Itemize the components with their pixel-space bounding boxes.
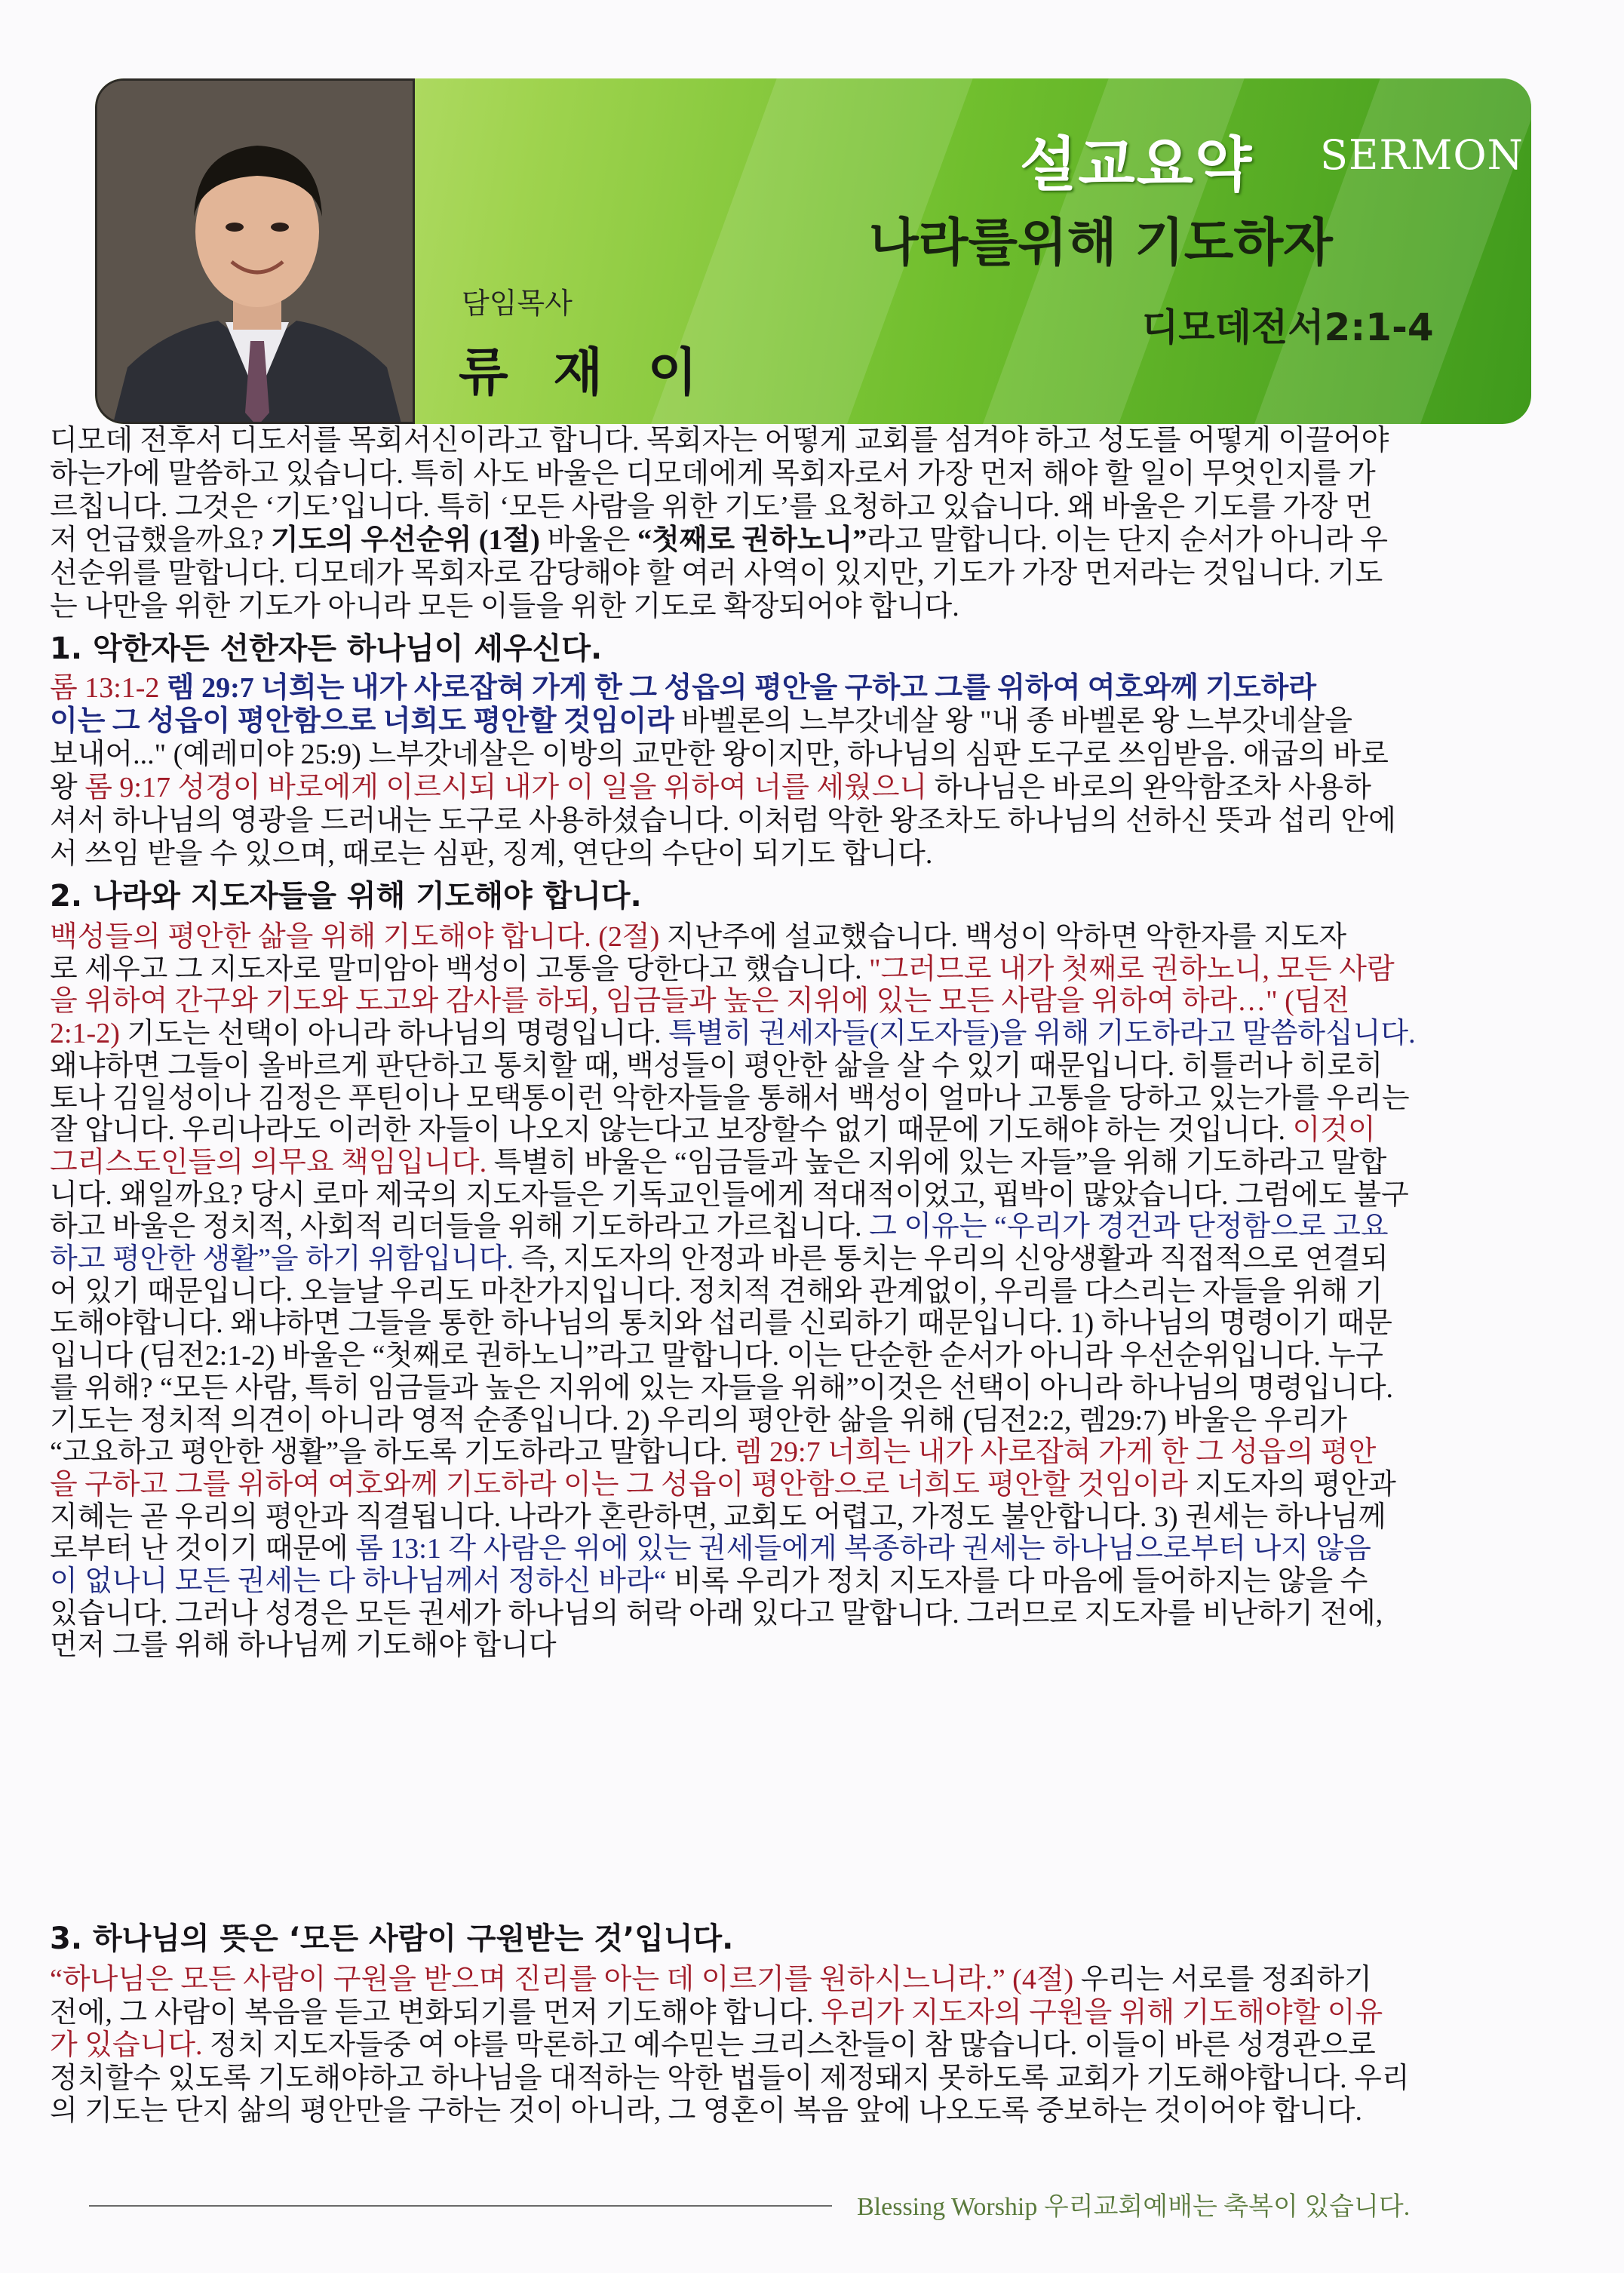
section1-line: [50, 705, 1540, 738]
footer-tagline: Blessing Worship 우리교회예배는 축복이 있습니다.: [857, 2193, 1411, 2221]
section2-line: [50, 1468, 1540, 1501]
text-span: 왕: [50, 772, 85, 803]
section2-line: [50, 1565, 1540, 1598]
section2-line: 있습니다. 그러나 성경은 모든 권세가 하나님의 허락 아래 있다고 말합니다. 그러므로 지도자를 비난하기 전에,: [50, 1597, 1383, 1629]
pastor-photo: [95, 78, 415, 424]
section2-line: 왜냐하면 그들이 올바르게 판단하고 통치할 때, 백성들이 평안한 삶을 살 수 있기 때문입니다. 히틀러나 히로히: [50, 1049, 1383, 1082]
text-span: 우리가 지도자의 구원을 위해 기도해야할 이유: [821, 1996, 1383, 2029]
scripture-reference: 디모데전서2:1-4: [1142, 306, 1434, 349]
section2-line: 입니다 (딤전2:1-2) 바울은 “첫째로 권하노니”라고 말합니다. 이는 단순한 순서가 아니라 우선순위입니다. 누구: [50, 1340, 1383, 1372]
text-span: “고요하고 평안한 생활”을 하도록 기도하라고 말합니다.: [50, 1436, 735, 1469]
text-span: 비록 우리가 정치 지도자를 다 마음에 들어하지는 않을 수: [666, 1565, 1368, 1597]
text-span: 기도는 선택이 아니라 하나님의 명령입니다.: [119, 1018, 669, 1050]
text-span: 롬 9:17 성경이 바로에게 이르시되 내가 이 일을 위하여 너를 세웠으니: [84, 772, 928, 803]
section2-line: [50, 1532, 1540, 1565]
pastor-name: 류 재 이: [459, 343, 711, 403]
text-span: 전에, 그 사람이 복음을 듣고 변화되기를 먼저 기도해야 합니다.: [50, 1996, 821, 2029]
intro-line: 는 나만을 위한 기도가 아니라 모든 이들을 위한 기도로 확장되어야 합니다.: [50, 591, 959, 622]
text-span: 로 세우고 그 지도자로 말미암아 백성이 고통을 당한다고 했습니다.: [50, 953, 870, 985]
text-span: 지난주에 설교했습니다. 백성이 악하면 악한자를 지도자: [659, 921, 1347, 953]
section3-line: [50, 2029, 1540, 2062]
text-span: 하고 바울은 정치적, 사회적 리더들을 위해 기도하라고 가르칩니다.: [50, 1211, 870, 1243]
section2-line: 도해야합니다. 왜냐하면 그들을 통한 하나님의 통치와 섭리를 신뢰하기 때문입니다. 1) 하나님의 명령이기 때문: [50, 1307, 1392, 1340]
intro-line: 선순위를 말합니다. 디모데가 목회자로 감당해야 할 여러 사역이 있지만, 기도가 가장 먼저라는 것입니다. 기도: [50, 557, 1383, 589]
text-span: 바벨론의 느부갓네살 왕 "내 종 바벨론 왕 느부갓네살을: [674, 705, 1352, 737]
text-span: 즉, 지도자의 안정과 바른 통치는 우리의 신앙생활과 직접적으로 연결되: [514, 1243, 1389, 1275]
pastor-portrait-icon: [97, 81, 415, 424]
sermon-header-banner: [95, 78, 1531, 424]
section2-line: [50, 953, 1540, 986]
text-span: "그러므로 내가 첫째로 권하노니, 모든 사람: [869, 953, 1395, 985]
text-span: 지도자의 평안과: [1187, 1468, 1396, 1500]
section-heading1: 1. 악한자든 선한자든 하나님이 세우신다.: [50, 632, 603, 665]
text-span: 바울은: [539, 524, 637, 556]
section-heading3: 3. 하나님의 뜻은 ‘모든 사람이 구원받는 것’입니다.: [50, 1922, 734, 1955]
text-span: 백성들의 평안한 삶을 위해 기도해야 합니다. (2절): [50, 921, 660, 953]
text-span: 을 위하여 간구와 기도와 도고와 감사를 하되, 임금들과 높은 지위에 있는 모든 사람을 위하여 하라…" (딤전: [50, 985, 1350, 1018]
section3-line: 정치할수 있도록 기도해야하고 하나님을 대적하는 악한 법들이 제정돼지 못하도록 교회가 기도해야합니다. 우리: [50, 2062, 1410, 2094]
text-span: 특별히 바울은 “임금들과 높은 지위에 있는 자들”을 위해 기도하라고 말합: [487, 1146, 1387, 1178]
text-span: 그리스도인들의 의무요 책임입니다.: [50, 1146, 487, 1178]
section-label: SERMON: [1320, 131, 1524, 179]
section1-line: [50, 771, 1540, 804]
text-span: 라고 말합니다. 이는 단지 순서가 아니라 우: [867, 524, 1388, 556]
text-span: 우리는 서로를 정죄하기: [1073, 1964, 1372, 1995]
text-span: 하고 평안한 생활”을 하기 위함입니다.: [50, 1243, 514, 1275]
text-span: 로부터 난 것이기 때문에: [50, 1533, 356, 1565]
text-span: 이것이: [1292, 1114, 1376, 1147]
section2-line: [50, 1242, 1540, 1276]
intro-line: 르칩니다. 그것은 ‘기도’입니다. 특히 ‘모든 사람을 위한 기도’를 요청하고 있습니다. 왜 바울은 기도를 가장 먼: [50, 491, 1373, 523]
intro-line: [50, 524, 1540, 557]
section1-line: [50, 671, 1540, 705]
section1-line: 서 쓰임 받을 수 있으며, 때로는 심판, 징계, 연단의 수단이 되기도 합니다.: [50, 838, 933, 870]
section1-line: 보내어..." (예레미야 25:9) 느부갓네살은 이방의 교만한 왕이지만, 하나님의 심판 도구로 쓰임받음. 애굽의 바로: [50, 739, 1389, 770]
text-span: “첫째로 권하노니”: [637, 524, 867, 556]
section-heading2: 2. 나라와 지도자들을 위해 기도해야 합니다.: [50, 880, 642, 913]
section2-line: [50, 984, 1540, 1018]
text-span: “하나님은 모든 사람이 구원을 받으며 진리를 아는 데 이르기를 원하시느니라.” (4절): [50, 1964, 1074, 1995]
text-span: 그 이유는 “우리가 경건과 단정함으로 고요: [869, 1211, 1389, 1243]
sermon-title: 나라를위해 기도하자: [869, 213, 1333, 273]
section3-line: [50, 1963, 1540, 1996]
section2-line: 기도는 정치적 의견이 아니라 영적 순종입니다. 2) 우리의 평안한 삶을 위해 (딤전2:2, 렘29:7) 바울은 우리가: [50, 1404, 1347, 1436]
section2-line: 토나 김일성이나 김정은 푸틴이나 모택통이런 악한자들을 통해서 백성이 얼마나 고통을 당하고 있는가를 우리는: [50, 1082, 1410, 1114]
section2-line: [50, 1146, 1540, 1179]
intro-line: 하는가에 말씀하고 있습니다. 특히 사도 바울은 디모데에게 목회자로서 가장 먼저 해야 할 일이 무엇인지를 가: [50, 458, 1376, 490]
text-span: 렘 29:7 너희는 내가 사로잡혀 가게 한 그 성읍의 평안: [734, 1436, 1377, 1469]
section2-line: [50, 1436, 1540, 1469]
text-span: 이 없나니 모든 권세는 다 하나님께서 정하신 바라“: [50, 1565, 667, 1597]
section2-line: 를 위해? “모든 사람, 특히 임금들과 높은 지위에 있는 자들을 위해”이것은 선택이 아니라 하나님의 명령입니다.: [50, 1371, 1394, 1404]
section3-line: 의 기도는 단지 삶의 평안만을 구하는 것이 아니라, 그 영혼이 복음 앞에 나오도록 중보하는 것이어야 합니다.: [50, 2095, 1362, 2127]
text-span: 롬 13:1-2: [50, 672, 167, 704]
text-span: 기도의 우선순위 (1절): [270, 524, 540, 556]
text-span: 정치 지도자들중 여 야를 막론하고 예수믿는 크리스찬들이 참 많습니다. 이들이 바른 성경관으로: [202, 2029, 1376, 2061]
text-span: 가 있습니다.: [50, 2029, 203, 2061]
text-span: 특별히 권세자들(지도자들)을 위해 기도하라고 말씀하십니다.: [668, 1018, 1416, 1050]
section-title: 설교요약: [1020, 131, 1254, 199]
text-span: 이는 그 성읍이 평안함으로 너희도 평안할 것임이라: [50, 705, 674, 737]
intro-line: 디모데 전후서 디도서를 목회서신이라고 합니다. 목회자는 어떻게 교회를 섬겨야 하고 성도를 어떻게 이끌어야: [50, 425, 1389, 456]
text-span: 잘 압니다. 우리나라도 이러한 자들이 나오지 않는다고 보장할수 없기 때문에 기도해야 하는 것입니다.: [50, 1114, 1293, 1147]
section2-line: 어 있기 때문입니다. 오늘날 우리도 마찬가지입니다. 정치적 견해와 관계없이, 우리를 다스리는 자들을 위해 기: [50, 1275, 1383, 1307]
section2-line: [50, 1210, 1540, 1243]
section2-line: 먼저 그를 위해 하나님께 기도해야 합니다: [50, 1629, 557, 1662]
section2-line: 지혜는 곧 우리의 평안과 직결됩니다. 나라가 혼란하면, 교회도 어렵고, 가정도 불안합니다. 3) 권세는 하나님께: [50, 1500, 1386, 1533]
section3-line: [50, 1996, 1540, 2029]
text-span: 을 구하고 그를 위하여 여호와께 기도하라 이는 그 성읍이 평안함으로 너희도 평안할 것임이라: [50, 1468, 1188, 1500]
section1-line: 셔서 하나님의 영광을 드러내는 도구로 사용하셨습니다. 이처럼 악한 왕조차도 하나님의 선하신 뜻과 섭리 안에: [50, 805, 1396, 837]
section2-line: [50, 1113, 1540, 1147]
footer-divider: [89, 2205, 832, 2207]
pastor-role: 담임목사: [462, 287, 573, 320]
text-span: 하나님은 바로의 완악함조차 사용하: [927, 772, 1371, 803]
text-span: 2:1-2): [50, 1018, 120, 1050]
section2-line: [50, 1017, 1540, 1050]
text-span: 렘 29:7 너희는 내가 사로잡혀 가게 한 그 성읍의 평안을 구하고 그를 위하여 여호와께 기도하라: [166, 672, 1317, 704]
section2-line: 니다. 왜일까요? 당시 로마 제국의 지도자들은 기독교인들에게 적대적이었고, 핍박이 많았습니다. 그럼에도 불구: [50, 1178, 1409, 1211]
text-span: 롬 13:1 각 사람은 위에 있는 권세들에게 복종하라 권세는 하나님으로부터 나지 않음: [355, 1533, 1371, 1565]
text-span: 저 언급했을까요?: [50, 524, 271, 556]
section2-line: [50, 920, 1540, 954]
